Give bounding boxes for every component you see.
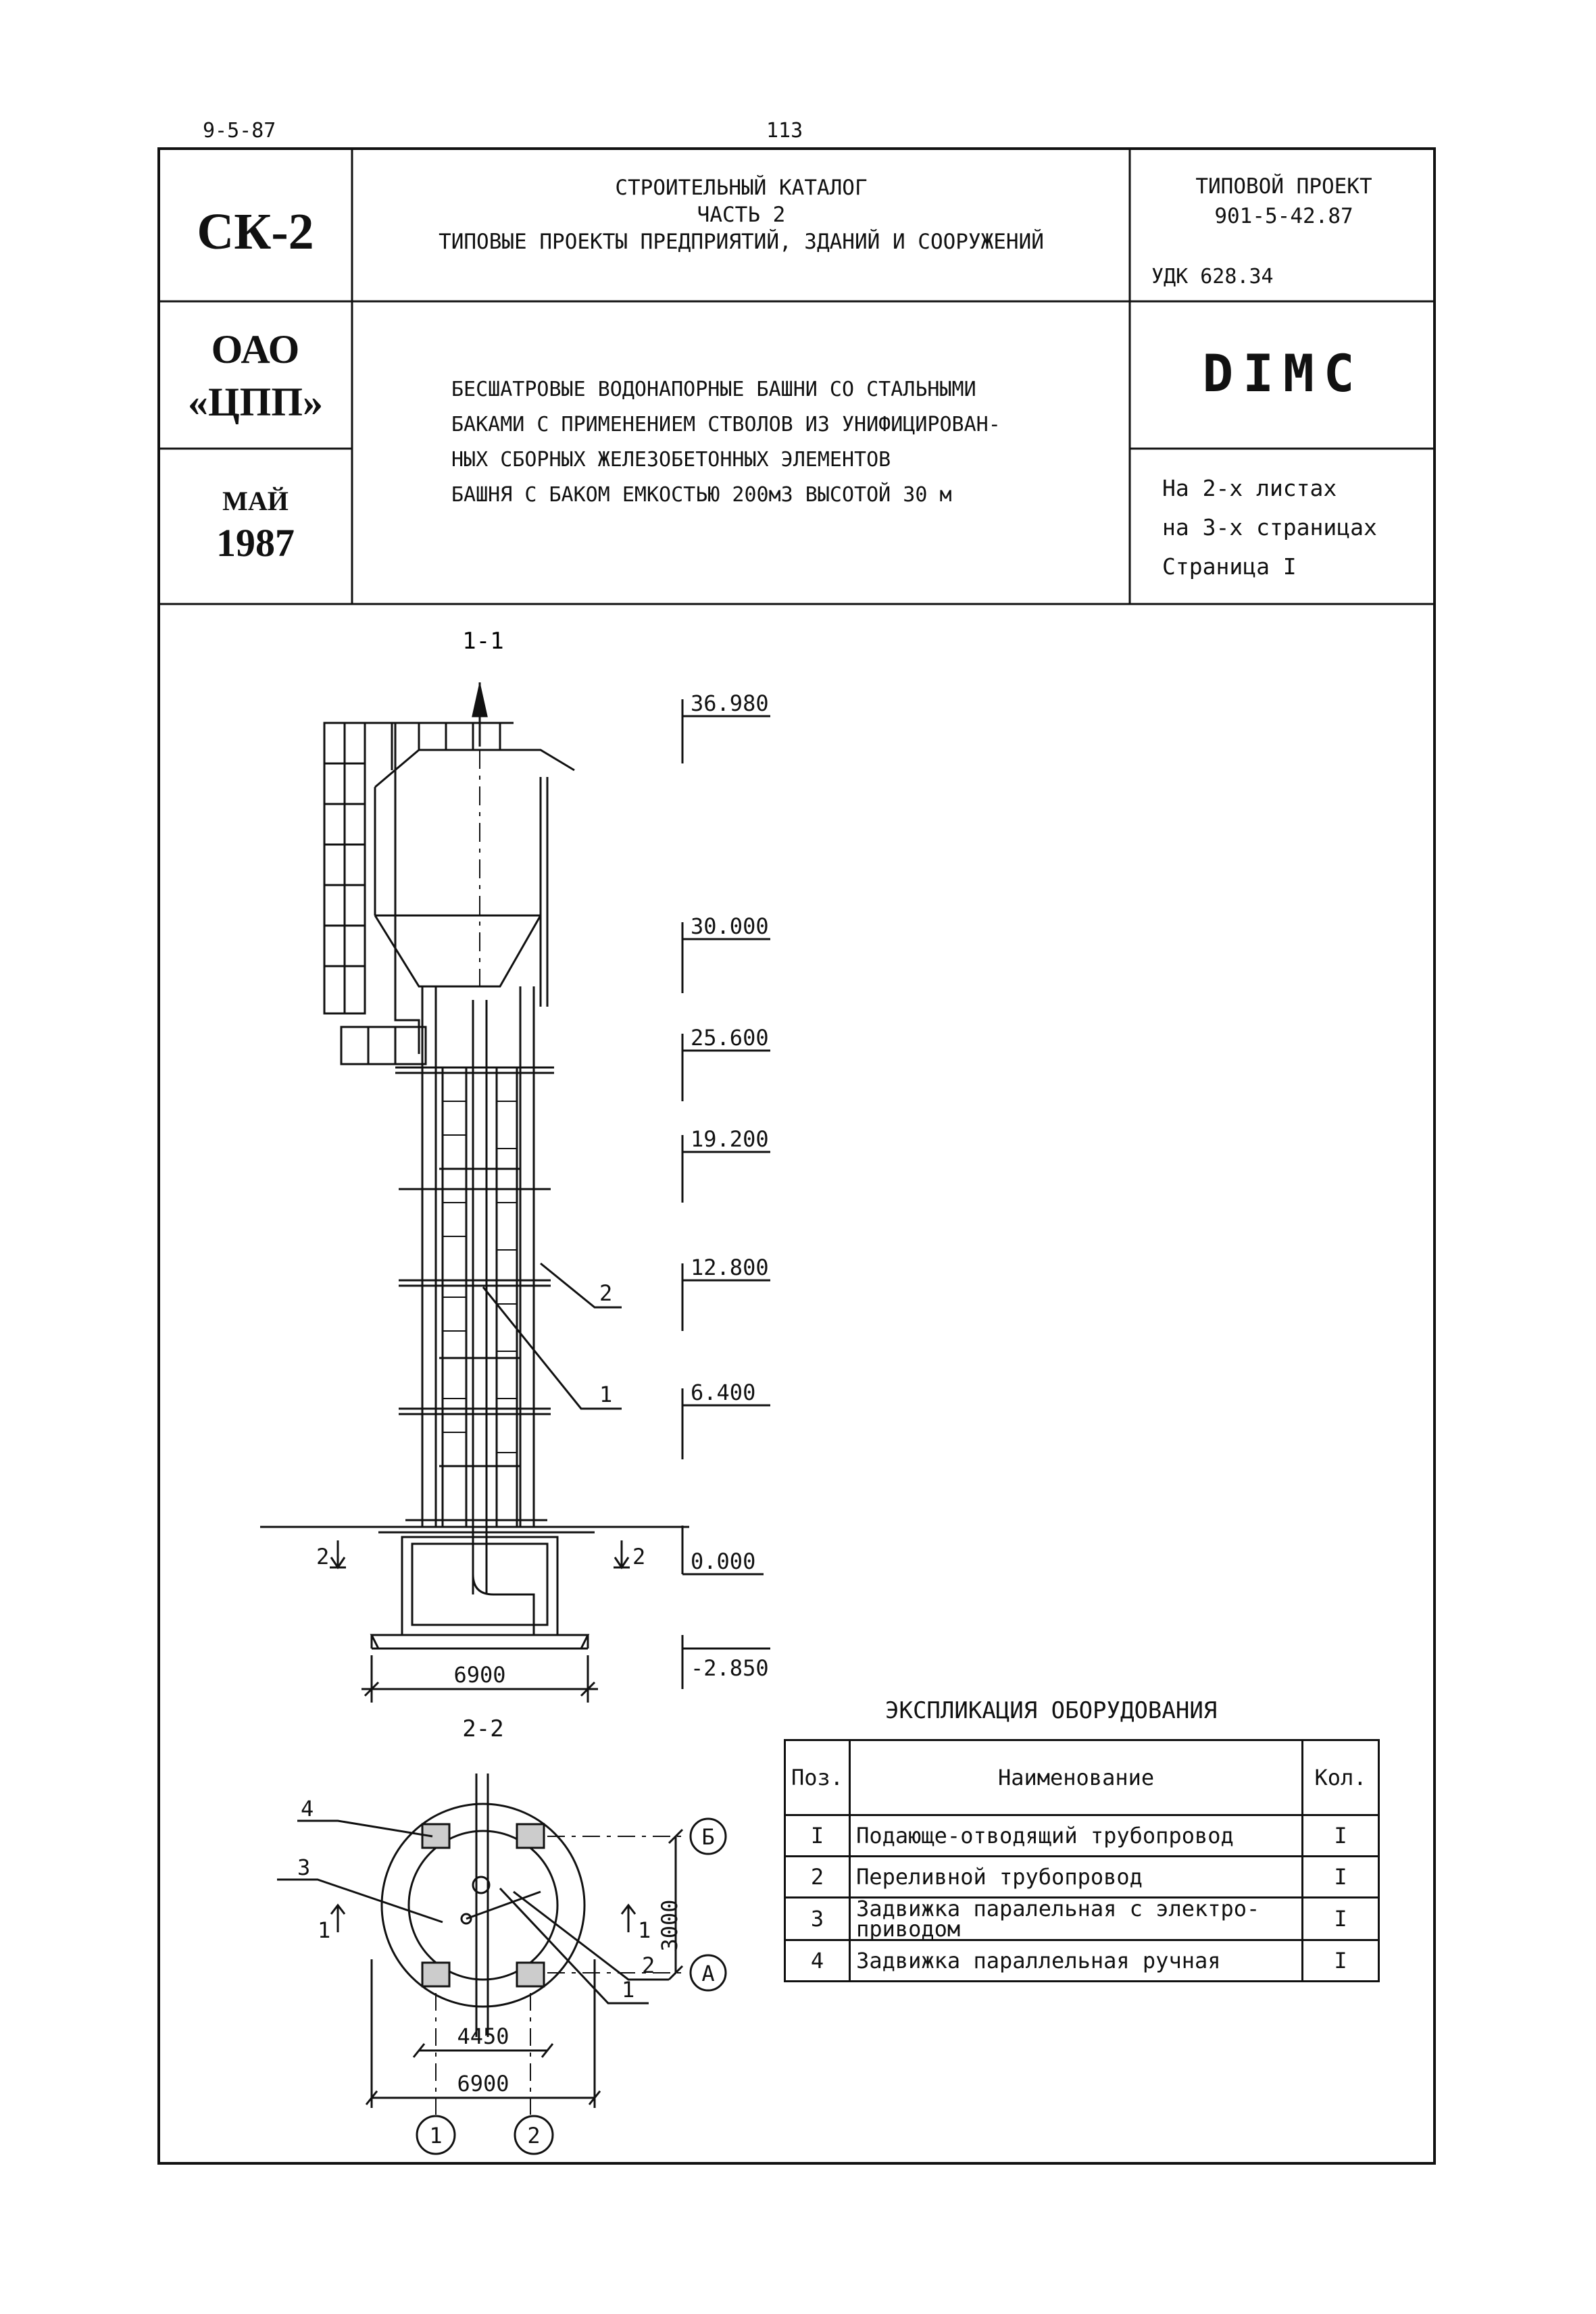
section-mark: 2 — [316, 1544, 330, 1569]
level-mark: 12.800 — [691, 1255, 769, 1280]
table-title: ЭКСПЛИКАЦИЯ ОБОРУДОВАНИЯ — [885, 1697, 1218, 1724]
issue-year: 1987 — [216, 521, 295, 565]
document-code: DIMC — [1202, 343, 1364, 403]
level-mark: -2.850 — [691, 1655, 769, 1681]
catalog-line: ТИПОВЫЕ ПРОЕКТЫ ПРЕДПРИЯТИЙ, ЗДАНИЙ И СООРУЖЕНИЙ — [439, 230, 1044, 254]
organization-line: ОАО — [211, 327, 300, 372]
axis-label: А — [701, 1961, 715, 1986]
section-mark: 1 — [318, 1917, 331, 1943]
description-line: БАШНЯ С БАКОМ ЕМКОСТЬЮ 200м3 ВЫСОТОЙ 30 м — [451, 483, 952, 507]
plan-label: 4 — [301, 1796, 314, 1821]
header-pos: Поз. — [785, 1740, 850, 1815]
organization-line: «ЦПП» — [187, 380, 323, 424]
header-qty: Кол. — [1303, 1740, 1379, 1815]
sheet-count-line: Страница I — [1162, 553, 1297, 580]
width-dimension: 6900 — [453, 1662, 506, 1688]
axis-label: Б — [701, 1824, 715, 1850]
cell-pos: I — [785, 1815, 850, 1857]
cell-name: Задвижка параллельная ручная — [850, 1940, 1303, 1982]
cell-name: Переливной трубопровод — [850, 1857, 1303, 1898]
leader-label: 2 — [599, 1280, 613, 1306]
sheet-code: 9-5-87 — [203, 119, 276, 143]
catalog-line: СТРОИТЕЛЬНЫЙ КАТАЛОГ — [615, 176, 868, 200]
leader-label: 1 — [599, 1382, 613, 1407]
cell-qty: I — [1303, 1940, 1379, 1982]
level-mark: 25.600 — [691, 1025, 769, 1051]
sheet-count-line: на 3-х страницах — [1162, 514, 1377, 540]
level-mark: 0.000 — [691, 1549, 756, 1574]
section-mark: 2 — [632, 1544, 646, 1569]
description-line: БЕСШАТРОВЫЕ ВОДОНАПОРНЫЕ БАШНИ СО СТАЛЬНЫМИ — [451, 378, 976, 401]
plan-label: 1 — [622, 1977, 635, 2003]
description-line: НЫХ СБОРНЫХ ЖЕЛЕЗОБЕТОННЫХ ЭЛЕМЕНТОВ — [451, 448, 891, 472]
description-line: БАКАМИ С ПРИМЕНЕНИЕМ СТВОЛОВ ИЗ УНИФИЦИРОВАН- — [451, 413, 1001, 436]
axis-label: 1 — [429, 2123, 443, 2148]
project-label: ТИПОВОЙ ПРОЕКТ — [1195, 174, 1372, 199]
dimension-vertical: 3000 — [657, 1899, 682, 1952]
table-row — [785, 1857, 1379, 1898]
project-number: 901-5-42.87 — [1214, 204, 1353, 228]
cell-pos: 2 — [785, 1857, 850, 1898]
cell-pos: 4 — [785, 1940, 850, 1982]
cell-qty: I — [1303, 1898, 1379, 1940]
level-mark: 19.200 — [691, 1126, 769, 1152]
table-row — [785, 1898, 1379, 1940]
equipment-table — [784, 1739, 1380, 1982]
level-mark: 6.400 — [691, 1380, 756, 1405]
sheet-count-line: На 2-х листах — [1162, 475, 1337, 501]
dimension-outer: 6900 — [457, 2071, 509, 2096]
cell-name: Подающе-отводящий трубопровод — [850, 1815, 1303, 1857]
axis-label: 2 — [527, 2123, 541, 2148]
table-row — [785, 1940, 1379, 1982]
elevation-title: 1-1 — [462, 628, 504, 655]
cell-name: Задвижка паралельная с электро-приводом — [850, 1898, 1303, 1940]
plan-drawing — [277, 1774, 726, 2154]
level-mark: 30.000 — [691, 913, 769, 939]
level-mark: 36.980 — [691, 690, 769, 716]
series-code: СК-2 — [197, 203, 314, 260]
cell-qty: I — [1303, 1857, 1379, 1898]
udk-code: УДК 628.34 — [1151, 265, 1274, 288]
section-mark: 1 — [638, 1917, 651, 1943]
cell-pos: 3 — [785, 1898, 850, 1940]
table-header-row — [785, 1740, 1379, 1815]
plan-label: 3 — [297, 1855, 311, 1880]
header-name: Наименование — [850, 1740, 1303, 1815]
catalog-line: ЧАСТЬ 2 — [697, 203, 786, 227]
issue-month: МАЙ — [222, 486, 289, 516]
page-number: 113 — [766, 119, 803, 143]
plan-title: 2-2 — [462, 1715, 504, 1742]
table-row — [785, 1815, 1379, 1857]
cell-qty: I — [1303, 1815, 1379, 1857]
plan-label: 2 — [642, 1953, 655, 1978]
dimension-inner: 4450 — [457, 2023, 509, 2049]
